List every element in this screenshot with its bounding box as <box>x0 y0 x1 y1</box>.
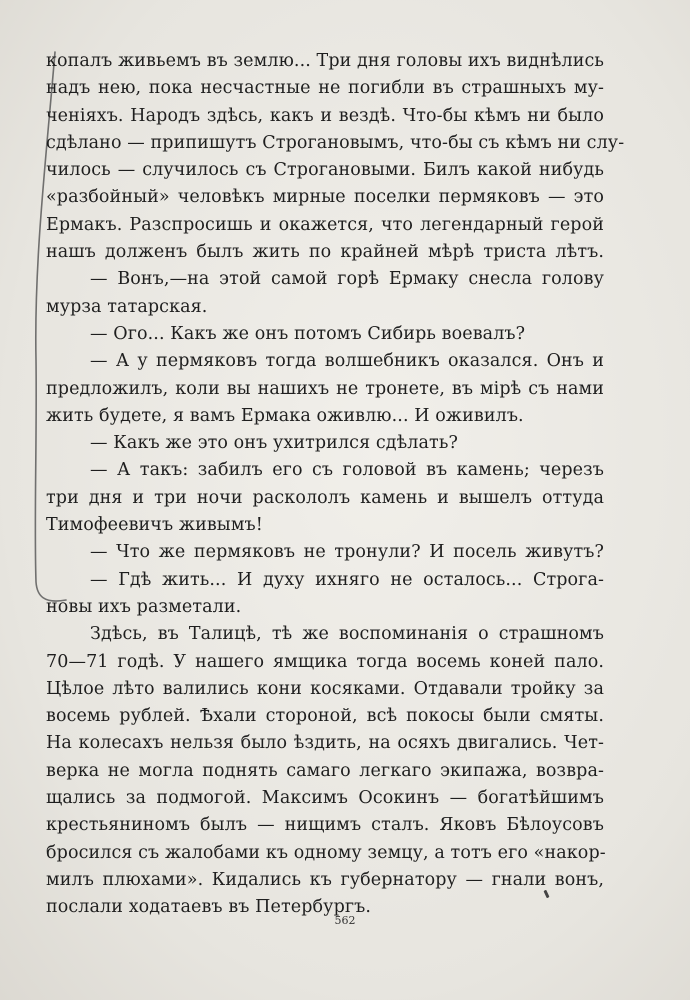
text-line: Цѣлое лѣто валились кони косяками. Отдавали тройку за <box>46 678 604 699</box>
text-line: верка не могла поднять самаго легкаго экипажа, возвра- <box>46 760 604 781</box>
text-line: Здѣсь, въ Талицѣ, тѣ же воспоминанія о страшномъ <box>90 624 604 645</box>
text-line: жить будете, я вамъ Ермака оживлю... И оживилъ. <box>46 405 524 426</box>
text-line: новы ихъ разметали. <box>46 596 242 617</box>
text-line: На колесахъ нельзя было ѣздить, на осяхъ двигались. Чет- <box>46 733 604 754</box>
text-line: бросился съ жалобами къ одному земцу, а тотъ его «накор- <box>46 842 606 863</box>
text-line: щались за подмогой. Максимъ Осокинъ — богатѣйшимъ <box>46 788 604 809</box>
text-line: чилось — случилось съ Строгановыми. Билъ какой нибудь <box>46 160 604 181</box>
text-line: Тимофеевичъ живымъ! <box>46 515 263 536</box>
text-line: — Что же пермяковъ не тронули? И посель живутъ? <box>90 542 604 563</box>
text-line: — А такъ: забилъ его съ головой въ камень; черезъ <box>90 460 604 481</box>
text-line: ченіяхъ. Народъ здѣсь, какъ и вездѣ. Что-бы кѣмъ ни было <box>46 105 604 126</box>
text-line: «разбойный» человѣкъ мирные поселки пермяковъ — это <box>46 187 604 208</box>
text-line: — Какъ же это онъ ухитрился сдѣлать? <box>90 433 458 454</box>
text-line: — Гдѣ жить... И духу ихняго не осталось... Строга- <box>90 569 604 590</box>
text-line: крестьяниномъ былъ — нищимъ сталъ. Яковъ Бѣлоусовъ <box>46 815 604 836</box>
text-line: надъ нею, пока несчастные не погибли въ страшныхъ му- <box>46 78 604 99</box>
text-line: милъ плюхами». Кидались къ губернатору — гнали вонъ, <box>46 869 604 890</box>
text-line: — Ого... Какъ же онъ потомъ Сибирь воевалъ? <box>90 323 526 344</box>
text-line: три дня и три ночи раскололъ камень и вышелъ оттуда <box>46 487 604 508</box>
text-line: мурза татарская. <box>46 296 208 317</box>
text-line: послали ходатаевъ въ Петербургъ. <box>46 897 372 918</box>
text-line: сдѣлано — припишутъ Строгановымъ, что-бы съ кѣмъ ни слу- <box>46 132 625 153</box>
text-line: восемь рублей. Ѣхали стороной, всѣ покосы были смяты. <box>46 706 604 727</box>
body-text <box>46 48 625 922</box>
text-line: Ермакъ. Разспросишь и окажется, что легендарный герой <box>46 214 604 235</box>
text-line: — А у пермяковъ тогда волшебникъ оказался. Онъ и <box>90 351 604 372</box>
text-line: копалъ живьемъ въ землю... Три дня головы ихъ виднѣлись <box>46 51 605 71</box>
page-number: 562 <box>334 914 356 927</box>
text-line: — Вонъ,—на этой самой горѣ Ермаку снесла голову <box>90 269 604 290</box>
text-line: предложилъ, коли вы нашихъ не тронете, въ мірѣ съ нами <box>46 378 604 399</box>
text-line: нашъ долженъ былъ жить по крайней мѣрѣ триста лѣтъ. <box>46 242 604 263</box>
text-line: 70—71 годѣ. У нашего ямщика тогда восемь коней пало. <box>46 651 604 672</box>
